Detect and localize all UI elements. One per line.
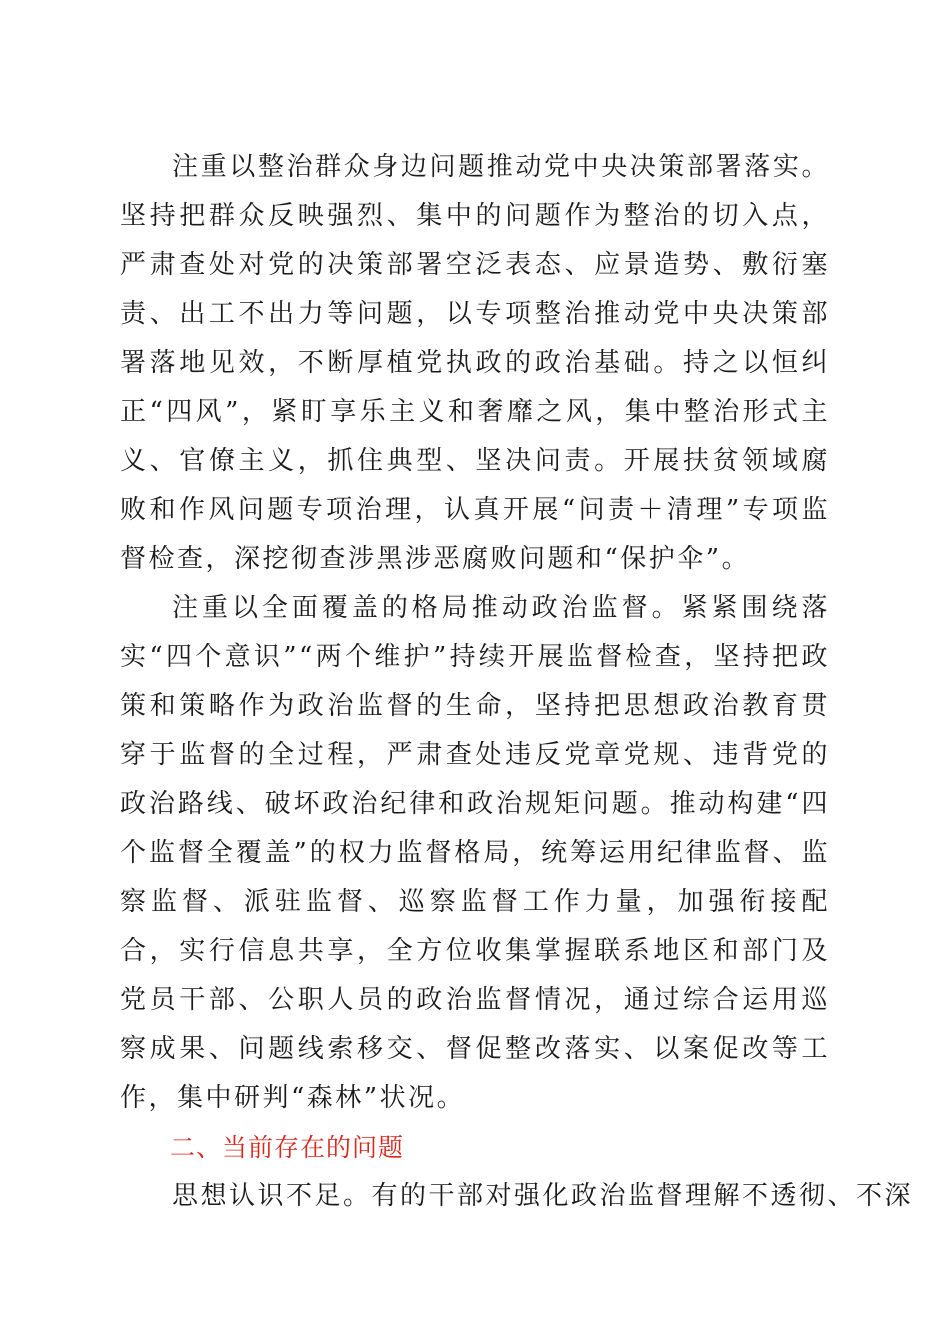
paragraph-food-issues: 注重以整治群众身边问题推动党中央决策部署落实。坚持把群众反映强烈、集中的问题作为整治的切入点，严肃查处对党的决策部署空泛表态、应景造势、敷衍塞责、出工不出力等问题，以专项整治推动党中央决策部署落地见效，不断厚植党执政的政治基础。持之以恒纠正“四风”，紧盯享乐主义和奢靡之风，集中整治形式主义、官僚主义，抓住典型、坚决问责。开展扶贫领域腐败和作风问题专项治理，认真开展“问责＋清理”专项监督检查，深挖彻查涉黑涉恶腐败问题和“保护伞”。 [120, 152, 830, 574]
document-body [120, 143, 914, 1221]
paragraph-ideological-awareness: 思想认识不足。有的干部对强化政治监督理解不透彻、不深 [172, 1181, 914, 1211]
paragraph-political-supervision: 注重以全面覆盖的格局推动政治监督。紧紧围绕落实“四个意识”“两个维护”持续开展监督检查，坚持把政策和策略作为政治监督的生命，坚持把思想政治教育贯穿于监督的全过程，严肃查处违反党章党规、违背党的政治路线、破坏政治纪律和政治规矩问题。推动构建“四个监督全覆盖”的权力监督格局，统筹运用纪律监督、监察监督、派驻监督、巡察监督工作力量，加强衔接配合，实行信息共享，全方位收集掌握联系地区和部门及党员干部、公职人员的政治监督情况，通过综合运用巡察成果、问题线索移交、督促整改落实、以案促改等工作，集中研判“森林”状况。 [120, 593, 830, 1113]
section-heading: 二、当前存在的问题 [170, 1133, 405, 1162]
